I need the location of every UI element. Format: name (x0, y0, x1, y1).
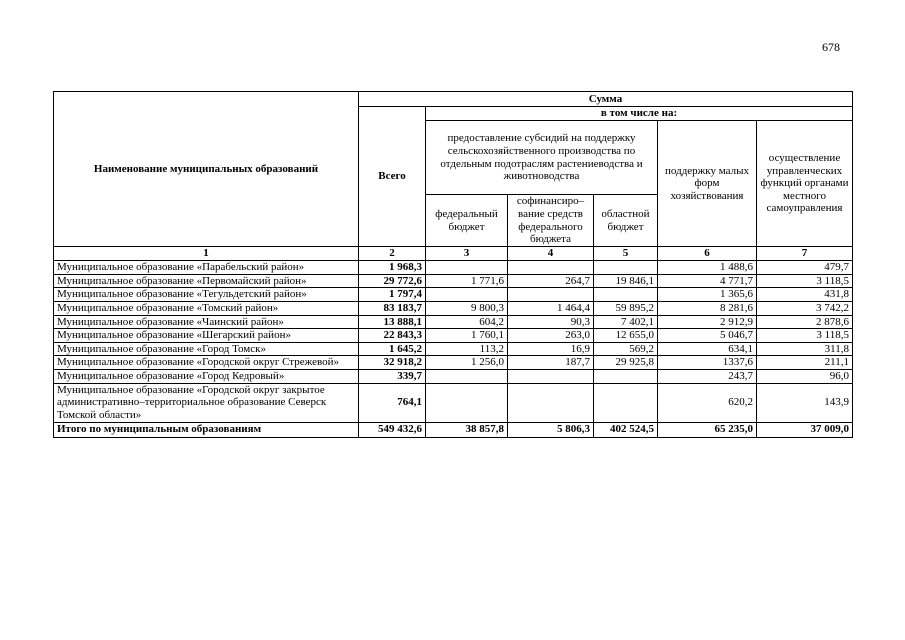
row-federal: 9 800,3 (426, 301, 508, 315)
row-regional: 12 655,0 (594, 329, 658, 343)
header-cofinancing: софинансиро–вание средств федерального бюджета (508, 195, 594, 247)
totals-total: 549 432,6 (359, 422, 426, 437)
row-management: 3 118,5 (757, 274, 853, 288)
row-federal (426, 261, 508, 275)
table-row (54, 315, 853, 329)
row-cofinancing: 187,7 (508, 356, 594, 370)
header-regional: областной бюджет (594, 195, 658, 247)
header-including: в том числе на: (426, 107, 853, 121)
row-small-forms: 4 771,7 (658, 274, 757, 288)
row-name: Муниципальное образование «Городской округ Стрежевой» (54, 356, 359, 370)
row-total: 764,1 (359, 383, 426, 422)
table-row (54, 261, 853, 275)
row-regional (594, 370, 658, 384)
row-cofinancing (508, 383, 594, 422)
row-management: 2 878,6 (757, 315, 853, 329)
table-row (54, 356, 853, 370)
row-federal: 113,2 (426, 342, 508, 356)
row-name: Муниципальное образование «Тегульдетский район» (54, 288, 359, 302)
row-management: 479,7 (757, 261, 853, 275)
column-number: 1 (54, 247, 359, 261)
row-management: 143,9 (757, 383, 853, 422)
column-number: 3 (426, 247, 508, 261)
header-total: Всего (359, 107, 426, 247)
header-management: осуществление управленческих функций органами местного самоуправления (757, 121, 853, 247)
row-small-forms: 1 488,6 (658, 261, 757, 275)
row-management: 3 742,2 (757, 301, 853, 315)
header-federal: федеральный бюджет (426, 195, 508, 247)
row-total: 32 918,2 (359, 356, 426, 370)
row-total: 1 968,3 (359, 261, 426, 275)
row-total: 1 645,2 (359, 342, 426, 356)
municipal-subsidies-table (53, 91, 853, 438)
page-number: 678 (822, 40, 840, 54)
row-name: Муниципальное образование «Первомайский район» (54, 274, 359, 288)
row-name: Муниципальное образование «Городской округ закрытое административно–территориальное образование Северск Томской области» (54, 383, 359, 422)
column-number: 5 (594, 247, 658, 261)
row-total: 1 797,4 (359, 288, 426, 302)
row-small-forms: 8 281,6 (658, 301, 757, 315)
row-federal: 1 256,0 (426, 356, 508, 370)
table-row (54, 288, 853, 302)
row-management: 3 118,5 (757, 329, 853, 343)
row-cofinancing (508, 261, 594, 275)
row-federal: 604,2 (426, 315, 508, 329)
column-number: 2 (359, 247, 426, 261)
row-federal (426, 370, 508, 384)
row-management: 431,8 (757, 288, 853, 302)
row-federal (426, 288, 508, 302)
row-federal: 1 760,1 (426, 329, 508, 343)
row-cofinancing (508, 288, 594, 302)
row-cofinancing: 16,9 (508, 342, 594, 356)
row-small-forms: 1337,6 (658, 356, 757, 370)
totals-label: Итого по муниципальным образованиям (54, 422, 359, 437)
row-small-forms: 634,1 (658, 342, 757, 356)
row-cofinancing: 90,3 (508, 315, 594, 329)
row-total: 29 772,6 (359, 274, 426, 288)
row-total: 83 183,7 (359, 301, 426, 315)
row-management: 311,8 (757, 342, 853, 356)
row-regional (594, 288, 658, 302)
row-name: Муниципальное образование «Город Кедровый» (54, 370, 359, 384)
totals-small-forms: 65 235,0 (658, 422, 757, 437)
row-regional (594, 383, 658, 422)
row-federal (426, 383, 508, 422)
totals-management: 37 009,0 (757, 422, 853, 437)
column-number: 7 (757, 247, 853, 261)
table-row (54, 370, 853, 384)
row-total: 13 888,1 (359, 315, 426, 329)
row-regional: 569,2 (594, 342, 658, 356)
table-row (54, 342, 853, 356)
table-row (54, 301, 853, 315)
row-cofinancing: 263,0 (508, 329, 594, 343)
totals-regional: 402 524,5 (594, 422, 658, 437)
row-small-forms: 2 912,9 (658, 315, 757, 329)
row-cofinancing: 264,7 (508, 274, 594, 288)
row-regional: 29 925,8 (594, 356, 658, 370)
row-small-forms: 5 046,7 (658, 329, 757, 343)
row-regional (594, 261, 658, 275)
row-management: 96,0 (757, 370, 853, 384)
row-small-forms: 1 365,6 (658, 288, 757, 302)
totals-federal: 38 857,8 (426, 422, 508, 437)
table-row (54, 329, 853, 343)
column-number: 6 (658, 247, 757, 261)
row-federal: 1 771,6 (426, 274, 508, 288)
row-cofinancing (508, 370, 594, 384)
row-management: 211,1 (757, 356, 853, 370)
row-cofinancing: 1 464,4 (508, 301, 594, 315)
table-row (54, 383, 853, 422)
table-row (54, 274, 853, 288)
row-name: Муниципальное образование «Чаинский район» (54, 315, 359, 329)
header-sum: Сумма (359, 92, 853, 107)
totals-row (54, 422, 853, 437)
header-small-forms: поддержку малых форм хозяйствования (658, 121, 757, 247)
row-total: 339,7 (359, 370, 426, 384)
row-name: Муниципальное образование «Шегарский район» (54, 329, 359, 343)
row-total: 22 843,3 (359, 329, 426, 343)
row-small-forms: 620,2 (658, 383, 757, 422)
column-number-row (54, 247, 853, 261)
header-name-column: Наименование муниципальных образований (54, 92, 359, 247)
row-small-forms: 243,7 (658, 370, 757, 384)
column-number: 4 (508, 247, 594, 261)
row-name: Муниципальное образование «Парабельский район» (54, 261, 359, 275)
totals-cofinancing: 5 806,3 (508, 422, 594, 437)
header-subsidies: предоставление субсидий на поддержку сельскохозяйственного производства по отдельным подотраслям растениеводства и животноводства (426, 121, 658, 195)
row-regional: 19 846,1 (594, 274, 658, 288)
row-regional: 7 402,1 (594, 315, 658, 329)
row-name: Муниципальное образование «Город Томск» (54, 342, 359, 356)
row-name: Муниципальное образование «Томский район» (54, 301, 359, 315)
row-regional: 59 895,2 (594, 301, 658, 315)
